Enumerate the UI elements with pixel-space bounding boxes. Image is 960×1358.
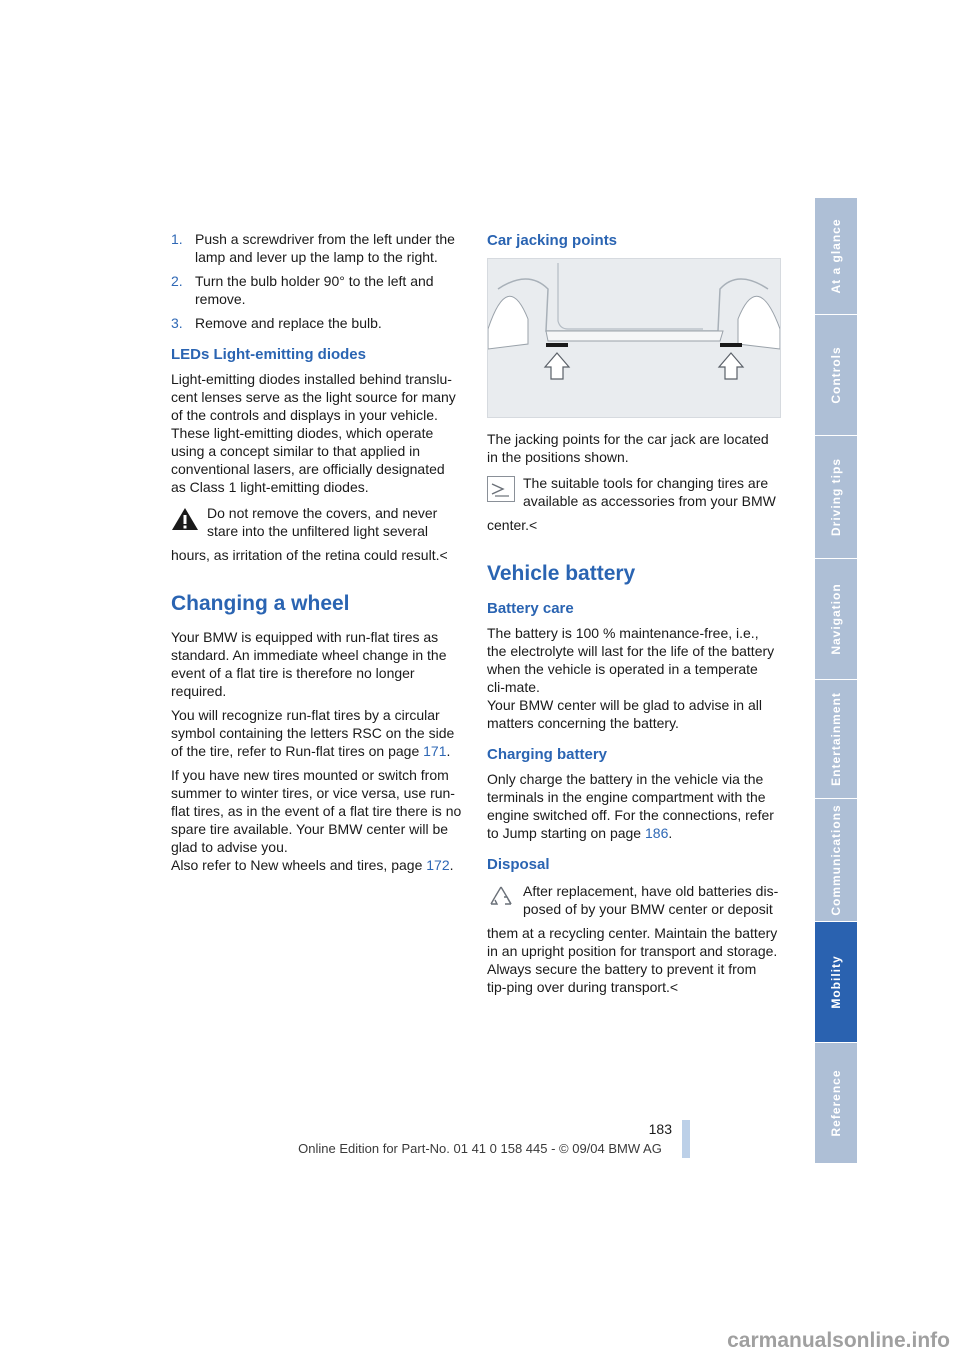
wheel-heading: Changing a wheel (171, 592, 350, 615)
care-text: The battery is 100 % maintenance-free, i.e., the electrolyte will last for the life of the battery when the vehicle is operated in a temperate cli-mate. (487, 625, 775, 695)
note-arrow-icon (487, 476, 515, 502)
page-link[interactable]: 171 (423, 743, 447, 759)
site-watermark: carmanualsonline.info (727, 1329, 950, 1352)
left-column (171, 230, 463, 880)
warning-icon (171, 506, 199, 532)
wheel-paragraph: You will recognize run-flat tires by a circular symbol containing the letters RSC on the side of the tire, refer to Run-flat tires on page 171. (171, 707, 455, 759)
page-number: 183 (648, 1121, 672, 1137)
leds-warning (171, 504, 463, 564)
footer-edition: Online Edition for Part-No. 01 41 0 158 445 - © 09/04 BMW AG (298, 1141, 662, 1156)
bulb-steps (171, 230, 463, 332)
disposal-heading: Disposal (487, 856, 550, 873)
step-item: 3. Remove and replace the bulb. (171, 315, 382, 331)
wheel-paragraph: Your BMW is equipped with run-flat tires as standard. An immediate wheel change in the event of a flat tire is therefore no longer required. (171, 629, 447, 699)
wheel-paragraph: Also refer to New wheels and tires, page 172. (171, 857, 454, 873)
disposal-text-tail: them at a recycling center. Maintain the battery in an upright position for transport and storage. Always secure the battery to prevent it from tip-ping over during transport.< (487, 925, 778, 995)
jacking-points-image (487, 258, 781, 418)
step-item: 1. Push a screwdriver from the left under the lamp and lever up the lamp to the right. (171, 231, 455, 265)
wheel-paragraph: If you have new tires mounted or switch from summer to winter tires, or vice versa, use run-flat tires, as in the event of a flat tire there is no spare tire available. Your BMW center will be glad to advise you. (171, 767, 462, 855)
disposal-text: After replacement, have old batteries dis-posed of by your BMW center or deposit (523, 883, 779, 917)
tab-navigation[interactable]: Navigation (815, 559, 857, 680)
care-heading: Battery care (487, 600, 574, 617)
note-text: The suitable tools for changing tires are available as accessories from your BMW (523, 475, 776, 509)
note-text-tail: center.< (487, 517, 538, 533)
tab-driving-tips[interactable]: Driving tips (815, 436, 857, 559)
charging-heading: Charging battery (487, 746, 608, 763)
page-link[interactable]: 186 (645, 825, 669, 841)
tab-at-a-glance[interactable]: At a glance (815, 198, 857, 315)
step-item: 2. Turn the bulb holder 90° to the left and remove. (171, 273, 434, 307)
tab-reference[interactable]: Reference (815, 1043, 857, 1164)
car-side-illustration (488, 259, 780, 417)
disposal-note (487, 882, 779, 996)
charging-text: Only charge the battery in the vehicle via the terminals in the engine compartment with the engine switched off. For the connections, refer to Jump starting on page 186. (487, 771, 774, 841)
warning-text: Do not remove the covers, and never stare into the unfiltered light several (207, 505, 438, 539)
recycle-icon (487, 884, 515, 910)
jacking-note (487, 474, 779, 534)
tab-communications[interactable]: Communications (815, 799, 857, 922)
care-text-2: Your BMW center will be glad to advise in all matters concerning the battery. (487, 697, 762, 731)
jacking-heading: Car jacking points (487, 232, 618, 249)
tab-entertainment[interactable]: Entertainment (815, 680, 857, 799)
right-column (487, 232, 779, 1002)
tab-controls[interactable]: Controls (815, 315, 857, 436)
warning-text-tail: hours, as irritation of the retina could result.< (171, 547, 448, 563)
battery-heading: Vehicle battery (487, 562, 636, 585)
leds-text: Light-emitting diodes installed behind translu-cent lenses serve as the light source for many of the controls and displays in your vehicle. These light-emitting diodes, which operate using a concept similar to that applied in conventional lasers, are officially designated as Class 1 light-emitting diodes. (171, 371, 456, 495)
leds-heading: LEDs Light-emitting diodes (171, 346, 366, 363)
jacking-text: The jacking points for the car jack are located in the positions shown. (487, 431, 769, 465)
section-tabs (815, 198, 857, 1164)
tab-mobility[interactable]: Mobility (815, 922, 857, 1043)
page-link[interactable]: 172 (426, 857, 450, 873)
